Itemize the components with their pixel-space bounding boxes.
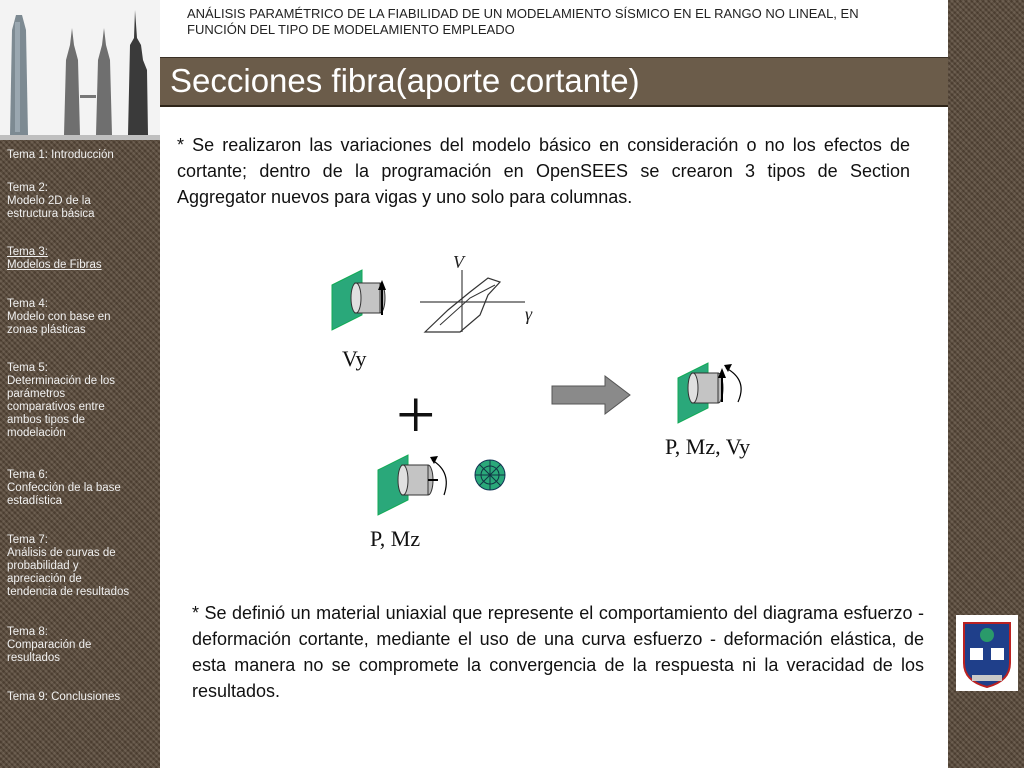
section-aggregator-diagram bbox=[320, 240, 780, 560]
thesis-title: ANÁLISIS PARAMÉTRICO DE LA FIABILIDAD DE UN MODELAMIENTO SÍSMICO EN EL RANGO NO LINEAL, EN FUNCIÓN DEL TIPO DE MODELAMIENTO EMPLEADO bbox=[187, 6, 859, 37]
nav-item-tema-6[interactable]: Tema 6: Confección de la base estadística bbox=[7, 469, 121, 507]
nav-item-tema-7[interactable]: Tema 7: Análisis de curvas de probabilidad y apreciación de tendencia de resultados bbox=[7, 534, 130, 598]
label-p-mz: P, Mz bbox=[370, 526, 421, 551]
slide-header bbox=[160, 0, 948, 57]
plus-sign: + bbox=[396, 377, 436, 454]
label-vy: Vy bbox=[342, 346, 367, 371]
nav-item-tema-8[interactable]: Tema 8: Comparación de resultados bbox=[7, 626, 92, 664]
topic-nav bbox=[0, 140, 160, 768]
nav-item-tema-5[interactable]: Tema 5: Determinación de los parámetros comparativos entre ambos tipos de modelación bbox=[7, 362, 116, 439]
svg-text:γ: γ bbox=[525, 304, 533, 324]
slide-title: Secciones fibra(aporte cortante) bbox=[170, 62, 640, 99]
paragraph-intro: * Se realizaron las variaciones del modelo básico en consideración o no los efectos de cortante; dentro de la programación en OpenSEES se crearon 3 tipos de Section Aggregator nuevos para vigas y uno solo para columnas. bbox=[177, 135, 910, 207]
arrow-right-icon bbox=[552, 376, 630, 414]
nav-item-tema-3[interactable]: Tema 3: Modelos de Fibras bbox=[7, 246, 102, 271]
nav-item-tema-2[interactable]: Tema 2: Modelo 2D de la estructura básica bbox=[7, 182, 95, 220]
fiber-grid-icon bbox=[475, 460, 505, 490]
title-bar bbox=[160, 57, 948, 107]
university-crest-logo bbox=[956, 615, 1018, 691]
nav-item-tema-4[interactable]: Tema 4: Modelo con base en zonas plásticas bbox=[7, 298, 111, 336]
svg-text:V: V bbox=[453, 252, 464, 272]
moment-arrow-icon bbox=[726, 368, 741, 402]
hysteresis-curve-graph bbox=[420, 252, 533, 332]
left-sidebar bbox=[0, 0, 160, 768]
moment-arrow-icon bbox=[432, 460, 446, 495]
label-p-mz-vy: P, Mz, Vy bbox=[665, 434, 751, 459]
nav-item-tema-1[interactable]: Tema 1: Introducción bbox=[7, 149, 114, 161]
skyline-image bbox=[0, 0, 160, 140]
nav-item-tema-9[interactable]: Tema 9: Conclusiones bbox=[7, 691, 121, 703]
paragraph-material: * Se definió un material uniaxial que represente el comportamiento del diagrama esfuerzo - deformación cortante, mediante el uso de una curva esfuerzo - deformación elástica, de esta manera no se compromete la convergencia de la respuesta ni la veracidad de los resultados. bbox=[192, 603, 924, 701]
